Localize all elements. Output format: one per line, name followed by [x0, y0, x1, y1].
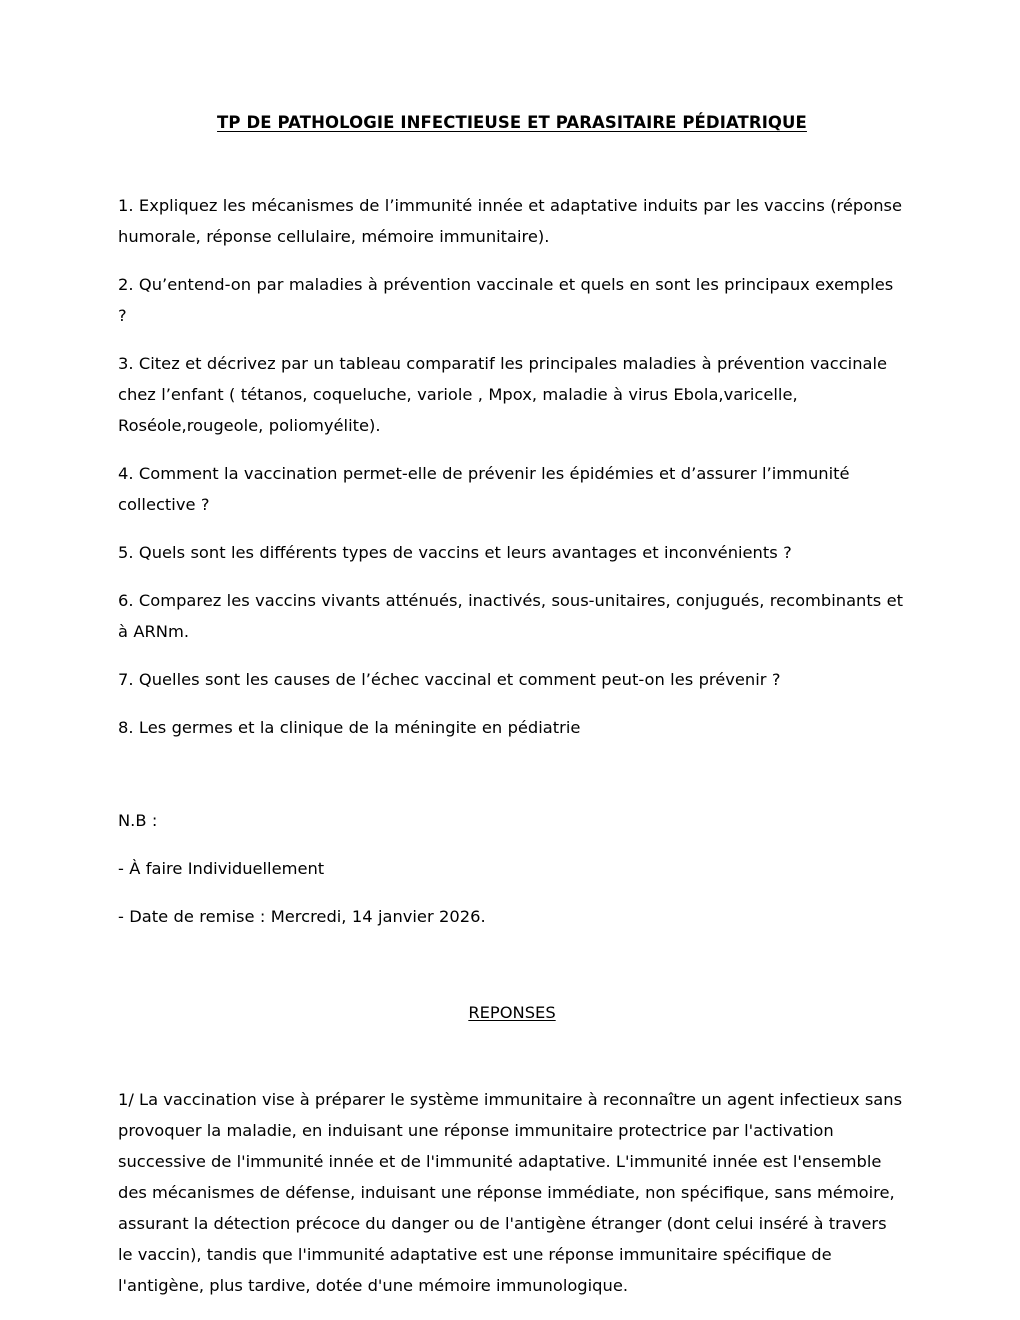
answers-heading-text: REPONSES: [468, 1003, 556, 1023]
nb-label: N.B :: [118, 811, 158, 831]
spacer-after-title: [118, 134, 906, 190]
page-title: TP DE PATHOLOGIE INFECTIEUSE ET PARASITAIRE PÉDIATRIQUE: [217, 113, 807, 132]
spacer: [118, 647, 906, 664]
question-item-8: 8. Les germes et la clinique de la méningite en pédiatrie: [118, 718, 581, 738]
question-item-6: 6. Comparez les vaccins vivants atténués, inactivés, sous-unitaires, conjugués, recombinants et à ARNm.: [118, 591, 904, 642]
nb-item-due-date: - Date de remise : Mercredi, 14 janvier 2026.: [118, 907, 486, 927]
spacer: [118, 441, 906, 458]
question-item-1: 1. Expliquez les mécanismes de l’immunité innée et adaptative induits par les vaccins (réponse humorale, réponse cellulaire, mémoire immunitaire).: [118, 196, 903, 247]
spacer-after-reponses: [118, 1028, 906, 1084]
question-item-7: 7. Quelles sont les causes de l’échec vaccinal et comment peut-on les prévenir ?: [118, 670, 781, 690]
spacer: [118, 884, 906, 901]
answers-heading: [118, 997, 906, 1028]
spacer-before-reponses: [118, 932, 906, 997]
question-item-5: 5. Quels sont les différents types de vaccins et leurs avantages et inconvénients ?: [118, 543, 792, 563]
answer-item-1: 1/ La vaccination vise à préparer le système immunitaire à reconnaître un agent infectieux sans provoquer la maladie, en induisant une réponse immunitaire protectrice par l'activation successive de l'immunité innée et de l'immunité adaptative. L'immunité innée est l'ensemble des mécanismes de défense, induisant une réponse immédiate, non spécifique, sans mémoire, assurant la détection précoce du danger ou de l'antigène étranger (dont celui inséré à travers le vaccin), tandis que l'immunité adaptative est une réponse immunitaire spécifique de l'antigène, plus tardive, dotée d'une mémoire immunologique.: [118, 1090, 903, 1296]
spacer: [118, 836, 906, 853]
spacer: [118, 252, 906, 269]
spacer: [118, 568, 906, 585]
nb-item-individual: - À faire Individuellement: [118, 859, 325, 879]
spacer: [118, 331, 906, 348]
question-item-3: 3. Citez et décrivez par un tableau comparatif les principales maladies à prévention vaccinale chez l’enfant ( tétanos, coqueluche, variole , Mpox, maladie à virus Ebola,varicelle, Roséole,rougeole, poliomyélite).: [118, 354, 888, 436]
spacer: [118, 520, 906, 537]
document-content: [118, 0, 906, 1301]
question-item-4: 4. Comment la vaccination permet-elle de prévenir les épidémies et d’assurer l’immunité collective ?: [118, 464, 850, 515]
spacer-before-nb: [118, 743, 906, 805]
spacer: [118, 695, 906, 712]
question-item-2: 2. Qu’entend-on par maladies à prévention vaccinale et quels en sont les principaux exemples ?: [118, 275, 894, 326]
